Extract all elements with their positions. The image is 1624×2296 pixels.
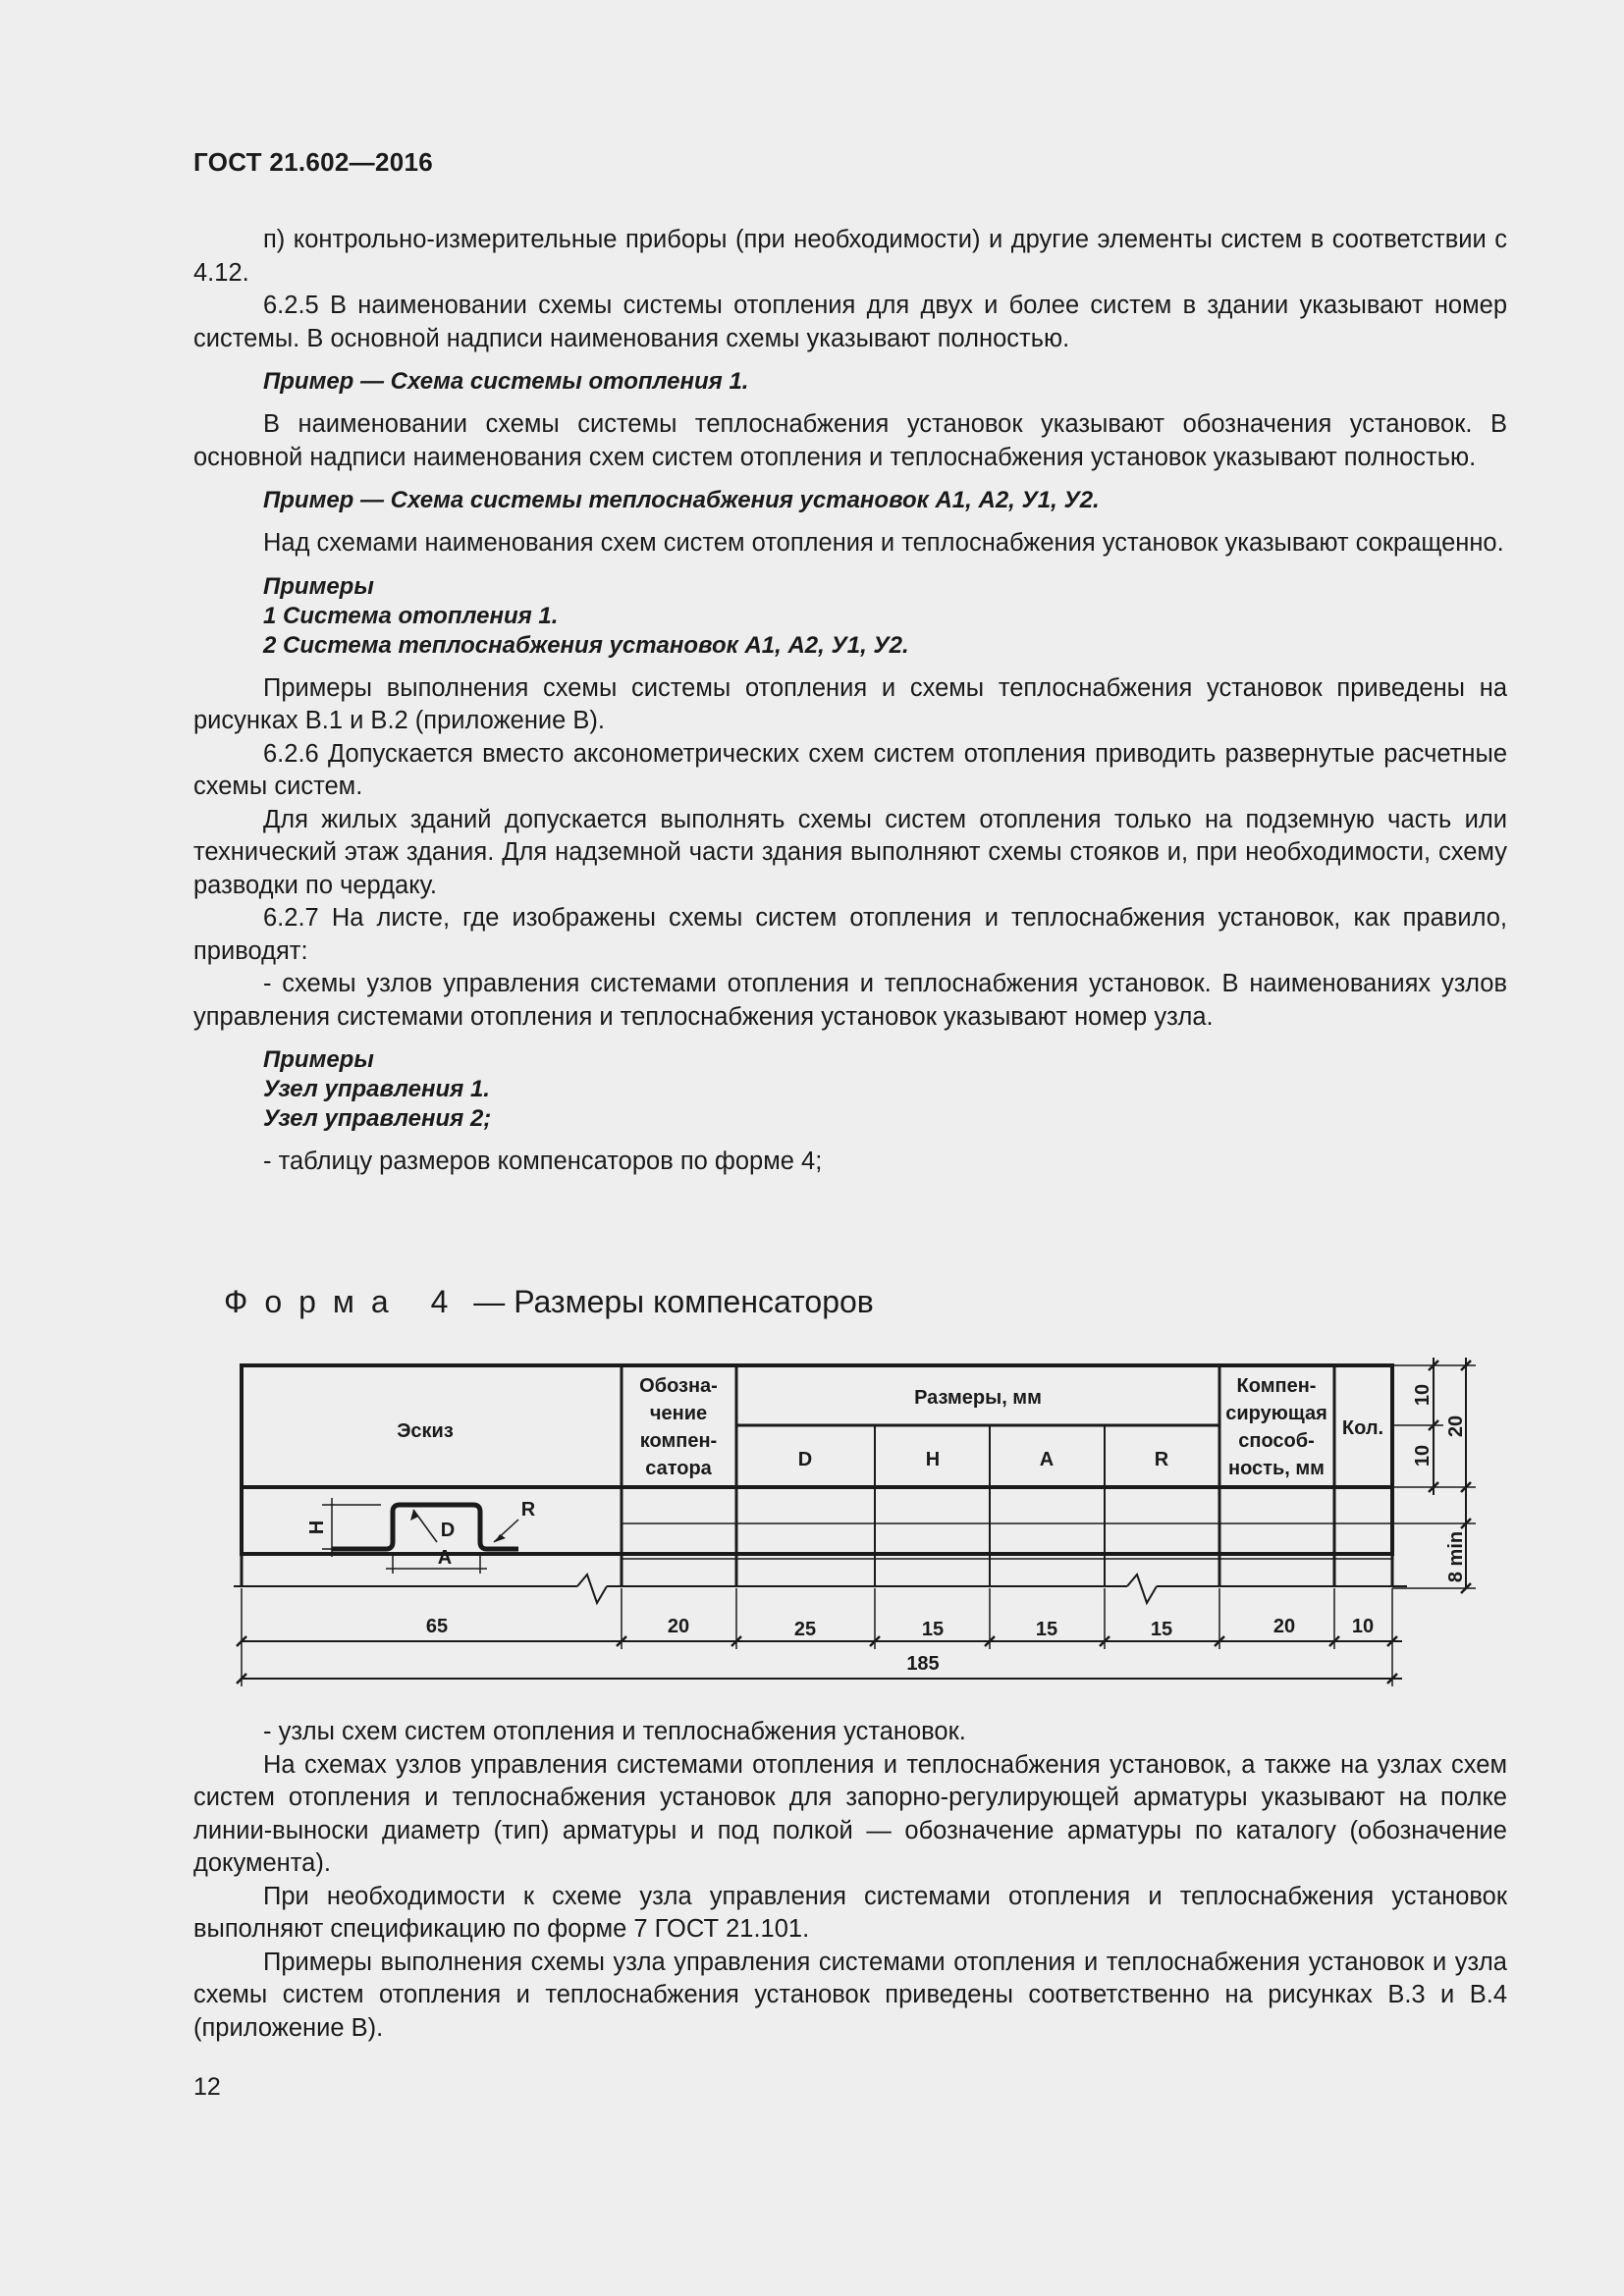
examples-heading: Примеры (263, 1046, 374, 1073)
col-designation-line2: чение (649, 1403, 708, 1424)
compensator-form-figure (224, 1343, 1490, 1706)
form-label: Форма 4 (224, 1284, 465, 1319)
form-caption (224, 1284, 874, 1320)
paragraph: 6.2.5 В наименовании схемы системы отопления для двух и более систем в здании указывают номер системы. В основной надписи наименования схемы указывают полностью. (193, 292, 1507, 352)
dim-15: 15 (921, 1619, 945, 1640)
example-text: Пример — Схема системы теплоснабжения установок А1, А2, У1, У2. (263, 487, 1100, 513)
page-number: 12 (193, 2073, 221, 2101)
paragraph: 6.2.6 Допускается вместо аксонометрических схем систем отопления приводить развернутые расчетные схемы систем. (193, 739, 1507, 800)
dim-15: 15 (1035, 1619, 1058, 1640)
dim-total: 185 (906, 1653, 940, 1675)
col-capacity-line4: ность, мм (1228, 1458, 1325, 1479)
document-header: ГОСТ 21.602—2016 (193, 147, 434, 177)
side-dim-upper: 10 (1412, 1383, 1434, 1407)
example-text: Пример — Схема системы отопления 1. (263, 368, 749, 395)
dim-25: 25 (793, 1619, 817, 1640)
sketch-label-a: A (437, 1547, 453, 1569)
sub-col-h: H (925, 1449, 941, 1470)
col-sketch-header: Эскиз (397, 1420, 454, 1442)
paragraph: На схемах узлов управления системами отопления и теплоснабжения установок, а также на узлах схем систем отопления и теплоснабжения установок для запорно-регулирующей арматуры указывают на полке линии-выноски диаметр (тип) арматуры и под полкой — обозначение арматуры по каталогу (обозначение документа). (193, 1750, 1507, 1877)
example-item: 1 Система отопления 1. (263, 602, 559, 629)
dim-15: 15 (1150, 1619, 1173, 1640)
col-qty-header: Кол. (1341, 1417, 1384, 1439)
paragraph: Над схемами наименования схем систем отопления и теплоснабжения установок указывают сокращенно. (263, 529, 1504, 557)
paragraph: п) контрольно-измерительные приборы (при необходимости) и другие элементы систем в соответствии с 4.12. (193, 226, 1507, 287)
col-capacity-line1: Компен- (1236, 1375, 1317, 1397)
sub-col-d: D (797, 1449, 813, 1470)
col-designation-line3: компен- (639, 1430, 718, 1452)
side-dim-lower: 10 (1412, 1444, 1434, 1468)
sketch-label-d: D (440, 1520, 456, 1541)
col-designation-line4: сатора (645, 1458, 712, 1479)
list-item: - узлы схем систем отопления и теплоснабжения установок. (263, 1718, 966, 1745)
list-item: - таблицу размеров компенсаторов по форме 4; (263, 1148, 823, 1175)
sub-col-r: R (1154, 1449, 1169, 1470)
sketch-label-r: R (520, 1499, 536, 1521)
paragraph: Примеры выполнения схемы узла управления системами отопления и теплоснабжения установок и узла схемы систем отопления и теплоснабжения установок приведены соответственно на рисунках В.3 и В.4 (приложение В). (193, 1948, 1507, 2042)
examples-heading: Примеры (263, 572, 374, 600)
paragraph: - схемы узлов управления системами отопления и теплоснабжения установок. В наименованиях узлов управления системами отопления и теплоснабжения установок указывают номер узла. (193, 970, 1507, 1031)
body-text-top (193, 224, 1507, 1179)
paragraph: При необходимости к схеме узла управления системами отопления и теплоснабжения установок выполняют спецификацию по форме 7 ГОСТ 21.101. (193, 1882, 1507, 1943)
col-capacity-line3: способ- (1238, 1430, 1315, 1452)
side-dim-row: 8 min (1445, 1530, 1467, 1583)
col-designation-line1: Обозна- (639, 1375, 718, 1397)
paragraph: Для жилых зданий допускается выполнять схемы систем отопления только на подземную часть или технический этаж здания. Для надземной части здания выполняют схемы стояков и, при необходимости, схему разводки по чердаку. (193, 805, 1507, 899)
form-title: Размеры компенсаторов (514, 1284, 874, 1319)
paragraph: 6.2.7 На листе, где изображены схемы систем отопления и теплоснабжения установок, как правило, приводят: (193, 904, 1507, 965)
paragraph: В наименовании схемы системы теплоснабжения установок указывают обозначения установок. В основной надписи наименования схем систем отопления и теплоснабжения установок указывают полностью. (193, 410, 1507, 471)
dim-65: 65 (425, 1616, 449, 1637)
dim-20: 20 (1272, 1616, 1296, 1637)
form-dash: — (473, 1284, 506, 1319)
example-item: 2 Система теплоснабжения установок А1, А2, У1, У2. (263, 631, 909, 659)
sub-col-a: A (1039, 1449, 1055, 1470)
example-item: Узел управления 1. (263, 1076, 490, 1102)
col-capacity-line2: сирующая (1225, 1403, 1327, 1424)
sketch-label-h: H (306, 1520, 328, 1535)
side-dim-total: 20 (1445, 1415, 1467, 1438)
body-text-bottom (193, 1716, 1507, 2045)
example-item: Узел управления 2; (263, 1105, 492, 1132)
dim-20: 20 (667, 1616, 690, 1637)
paragraph: Примеры выполнения схемы системы отопления и схемы теплоснабжения установок приведены на рисунках В.1 и В.2 (приложение В). (193, 673, 1507, 734)
dim-10: 10 (1351, 1616, 1375, 1637)
col-sizes-header: Размеры, мм (914, 1387, 1042, 1409)
